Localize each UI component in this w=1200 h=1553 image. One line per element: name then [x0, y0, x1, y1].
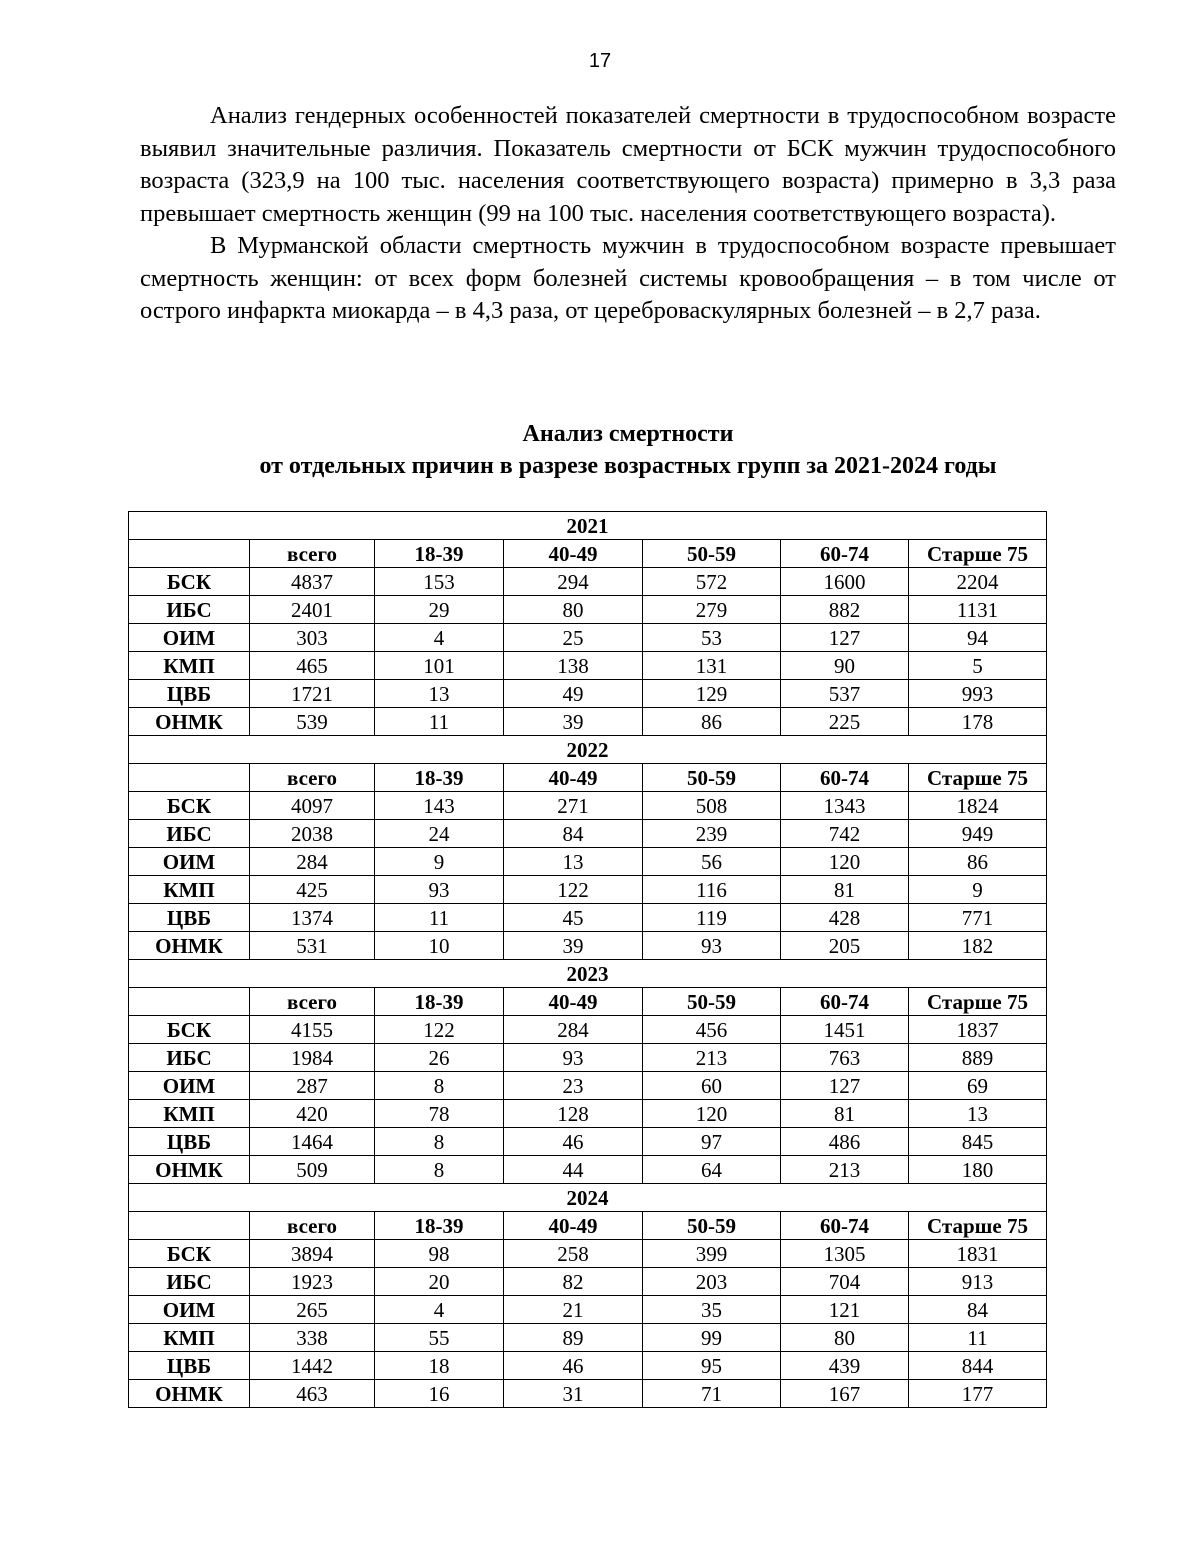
table-cell: 81 — [781, 1100, 909, 1128]
table-row — [129, 1296, 1047, 1324]
column-header: 50-59 — [643, 540, 781, 568]
table-cell: 4155 — [250, 1016, 375, 1044]
table-cell: 101 — [375, 652, 504, 680]
column-header-row — [129, 1212, 1047, 1240]
table-cell: 9 — [909, 876, 1047, 904]
column-header: всего — [250, 1212, 375, 1240]
table-row — [129, 1352, 1047, 1380]
table-cell: 44 — [504, 1156, 643, 1184]
year-row — [129, 960, 1047, 988]
table-cell: 213 — [781, 1156, 909, 1184]
table-cell: 84 — [909, 1296, 1047, 1324]
table-cell: 127 — [781, 1072, 909, 1100]
table-cell: 704 — [781, 1268, 909, 1296]
table-row — [129, 820, 1047, 848]
row-label: ИБС — [129, 1044, 250, 1072]
table-cell: 279 — [643, 596, 781, 624]
table-cell: 53 — [643, 624, 781, 652]
row-label: ОНМК — [129, 932, 250, 960]
column-header: 50-59 — [643, 988, 781, 1016]
table-cell: 2204 — [909, 568, 1047, 596]
table-cell: 116 — [643, 876, 781, 904]
table-cell: 1837 — [909, 1016, 1047, 1044]
table-cell: 287 — [250, 1072, 375, 1100]
column-header: 60-74 — [781, 1212, 909, 1240]
table-cell: 1984 — [250, 1044, 375, 1072]
table-cell: 2038 — [250, 820, 375, 848]
table-cell: 39 — [504, 932, 643, 960]
table-cell: 128 — [504, 1100, 643, 1128]
table-row — [129, 1100, 1047, 1128]
table-cell: 2401 — [250, 596, 375, 624]
column-header: всего — [250, 540, 375, 568]
table-cell: 913 — [909, 1268, 1047, 1296]
column-header: всего — [250, 988, 375, 1016]
table-title-line-1: Анализ смертности — [522, 421, 734, 447]
table-cell: 265 — [250, 1296, 375, 1324]
table-cell: 993 — [909, 680, 1047, 708]
table-cell: 153 — [375, 568, 504, 596]
table-cell: 465 — [250, 652, 375, 680]
table-cell: 45 — [504, 904, 643, 932]
table-cell: 56 — [643, 848, 781, 876]
table-row — [129, 876, 1047, 904]
column-header: 18-39 — [375, 988, 504, 1016]
table-cell: 949 — [909, 820, 1047, 848]
table-cell: 11 — [375, 904, 504, 932]
column-header-row — [129, 988, 1047, 1016]
table-cell: 71 — [643, 1380, 781, 1408]
table-cell: 844 — [909, 1352, 1047, 1380]
table-row — [129, 904, 1047, 932]
table-cell: 167 — [781, 1380, 909, 1408]
column-header: 50-59 — [643, 1212, 781, 1240]
table-cell: 4097 — [250, 792, 375, 820]
column-header — [129, 764, 250, 792]
table-cell: 80 — [504, 596, 643, 624]
row-label: КМП — [129, 1100, 250, 1128]
table-cell: 439 — [781, 1352, 909, 1380]
table-cell: 1374 — [250, 904, 375, 932]
table-cell: 1721 — [250, 680, 375, 708]
column-header-row — [129, 764, 1047, 792]
column-header: 40-49 — [504, 540, 643, 568]
row-label: КМП — [129, 652, 250, 680]
table-cell: 284 — [504, 1016, 643, 1044]
table-cell: 889 — [909, 1044, 1047, 1072]
table-cell: 399 — [643, 1240, 781, 1268]
table-cell: 13 — [504, 848, 643, 876]
table-cell: 4837 — [250, 568, 375, 596]
table-row — [129, 792, 1047, 820]
table-row — [129, 1268, 1047, 1296]
page-number: 17 — [588, 50, 612, 72]
table-cell: 86 — [643, 708, 781, 736]
row-label: ОИМ — [129, 624, 250, 652]
table-cell: 93 — [504, 1044, 643, 1072]
table-cell: 1343 — [781, 792, 909, 820]
table-cell: 16 — [375, 1380, 504, 1408]
table-cell: 129 — [643, 680, 781, 708]
table-row — [129, 680, 1047, 708]
row-label: ИБС — [129, 596, 250, 624]
table-cell: 95 — [643, 1352, 781, 1380]
table-cell: 258 — [504, 1240, 643, 1268]
row-label: БСК — [129, 1016, 250, 1044]
table-row — [129, 708, 1047, 736]
row-label: ИБС — [129, 820, 250, 848]
table-cell: 39 — [504, 708, 643, 736]
table-cell: 78 — [375, 1100, 504, 1128]
table-cell: 509 — [250, 1156, 375, 1184]
table-cell: 303 — [250, 624, 375, 652]
table-cell: 1923 — [250, 1268, 375, 1296]
table-cell: 94 — [909, 624, 1047, 652]
row-label: БСК — [129, 1240, 250, 1268]
table-cell: 294 — [504, 568, 643, 596]
column-header: 40-49 — [504, 988, 643, 1016]
year-heading: 2023 — [129, 960, 1047, 988]
table-cell: 8 — [375, 1156, 504, 1184]
table-cell: 456 — [643, 1016, 781, 1044]
table-row — [129, 932, 1047, 960]
table-cell: 284 — [250, 848, 375, 876]
row-label: ЦВБ — [129, 1128, 250, 1156]
row-label: ЦВБ — [129, 1352, 250, 1380]
table-cell: 143 — [375, 792, 504, 820]
table-cell: 463 — [250, 1380, 375, 1408]
table-cell: 29 — [375, 596, 504, 624]
table-cell: 121 — [781, 1296, 909, 1324]
year-row — [129, 1184, 1047, 1212]
table-cell: 93 — [375, 876, 504, 904]
table-cell: 771 — [909, 904, 1047, 932]
table-cell: 177 — [909, 1380, 1047, 1408]
table-cell: 60 — [643, 1072, 781, 1100]
table-row — [129, 568, 1047, 596]
table-cell: 23 — [504, 1072, 643, 1100]
table-cell: 1131 — [909, 596, 1047, 624]
row-label: ОНМК — [129, 708, 250, 736]
table-cell: 178 — [909, 708, 1047, 736]
table-cell: 46 — [504, 1352, 643, 1380]
table-cell: 3894 — [250, 1240, 375, 1268]
table-cell: 11 — [909, 1324, 1047, 1352]
table-cell: 127 — [781, 624, 909, 652]
year-row — [129, 736, 1047, 764]
table-cell: 86 — [909, 848, 1047, 876]
table-cell: 93 — [643, 932, 781, 960]
table-title — [0, 418, 1200, 482]
table-cell: 180 — [909, 1156, 1047, 1184]
table-cell: 5 — [909, 652, 1047, 680]
table-title-line-2: от отдельных причин в разрезе возрастных групп за 2021-2024 годы — [259, 453, 997, 479]
table-cell: 882 — [781, 596, 909, 624]
table-cell: 35 — [643, 1296, 781, 1324]
table-cell: 203 — [643, 1268, 781, 1296]
row-label: ОИМ — [129, 1296, 250, 1324]
table-row — [129, 1324, 1047, 1352]
table-cell: 98 — [375, 1240, 504, 1268]
table-cell: 13 — [375, 680, 504, 708]
year-heading: 2024 — [129, 1184, 1047, 1212]
column-header: 18-39 — [375, 764, 504, 792]
year-heading: 2021 — [129, 512, 1047, 540]
table-cell: 26 — [375, 1044, 504, 1072]
table-cell: 1305 — [781, 1240, 909, 1268]
table-cell: 24 — [375, 820, 504, 848]
table-cell: 1464 — [250, 1128, 375, 1156]
table-cell: 486 — [781, 1128, 909, 1156]
column-header: 50-59 — [643, 764, 781, 792]
table-cell: 182 — [909, 932, 1047, 960]
row-label: ЦВБ — [129, 680, 250, 708]
table-row — [129, 652, 1047, 680]
column-header: Старше 75 — [909, 988, 1047, 1016]
row-label: ИБС — [129, 1268, 250, 1296]
table-row — [129, 624, 1047, 652]
table-cell: 122 — [375, 1016, 504, 1044]
table-cell: 25 — [504, 624, 643, 652]
table-cell: 89 — [504, 1324, 643, 1352]
table-cell: 97 — [643, 1128, 781, 1156]
table-cell: 572 — [643, 568, 781, 596]
table-row — [129, 1016, 1047, 1044]
column-header: всего — [250, 764, 375, 792]
column-header: 60-74 — [781, 540, 909, 568]
body-text — [140, 100, 1116, 328]
column-header: 18-39 — [375, 1212, 504, 1240]
table-cell: 8 — [375, 1072, 504, 1100]
table-cell: 64 — [643, 1156, 781, 1184]
table-cell: 531 — [250, 932, 375, 960]
table-cell: 11 — [375, 708, 504, 736]
column-header — [129, 540, 250, 568]
column-header: Старше 75 — [909, 540, 1047, 568]
table-cell: 10 — [375, 932, 504, 960]
paragraph-murmansk-region: В Мурманской области смертность мужчин в трудоспособном возрасте превышает смертность женщин: от всех форм болезней системы кровообращения – в том числе от острого инфаркта миокарда – в 4,3 раза, от цереброваскулярных болезней – в 2,7 раза. — [140, 232, 1116, 324]
table-row — [129, 1380, 1047, 1408]
row-label: КМП — [129, 1324, 250, 1352]
table-cell: 420 — [250, 1100, 375, 1128]
paragraph-gender-analysis: Анализ гендерных особенностей показателей смертности в трудоспособном возрасте выявил значительные различия. Показатель смертности от БСК мужчин трудоспособного возраста (323,9 на 100 тыс. населения соответствующего возраста) примерно в 3,3 раза превышает смертность женщин (99 на 100 тыс. населения соответствующего возраста). — [140, 102, 1116, 227]
table-cell: 131 — [643, 652, 781, 680]
table-cell: 537 — [781, 680, 909, 708]
table-cell: 845 — [909, 1128, 1047, 1156]
table-cell: 428 — [781, 904, 909, 932]
table-cell: 119 — [643, 904, 781, 932]
column-header-row — [129, 540, 1047, 568]
table-cell: 80 — [781, 1324, 909, 1352]
table-cell: 338 — [250, 1324, 375, 1352]
table-cell: 90 — [781, 652, 909, 680]
table-cell: 13 — [909, 1100, 1047, 1128]
column-header: 40-49 — [504, 764, 643, 792]
column-header: 40-49 — [504, 1212, 643, 1240]
table-cell: 1831 — [909, 1240, 1047, 1268]
column-header — [129, 1212, 250, 1240]
table-cell: 18 — [375, 1352, 504, 1380]
table-row — [129, 596, 1047, 624]
table-cell: 1600 — [781, 568, 909, 596]
table-cell: 49 — [504, 680, 643, 708]
row-label: КМП — [129, 876, 250, 904]
table-cell: 81 — [781, 876, 909, 904]
row-label: ОНМК — [129, 1380, 250, 1408]
column-header — [129, 988, 250, 1016]
table-cell: 21 — [504, 1296, 643, 1324]
year-row — [129, 512, 1047, 540]
mortality-table — [128, 511, 1047, 1408]
table-row — [129, 1044, 1047, 1072]
table-cell: 55 — [375, 1324, 504, 1352]
table-cell: 425 — [250, 876, 375, 904]
table-cell: 763 — [781, 1044, 909, 1072]
table-cell: 99 — [643, 1324, 781, 1352]
column-header: Старше 75 — [909, 764, 1047, 792]
table-cell: 122 — [504, 876, 643, 904]
table-cell: 84 — [504, 820, 643, 848]
row-label: БСК — [129, 792, 250, 820]
row-label: ОИМ — [129, 848, 250, 876]
table-cell: 46 — [504, 1128, 643, 1156]
table-cell: 205 — [781, 932, 909, 960]
table-row — [129, 1240, 1047, 1268]
table-row — [129, 1072, 1047, 1100]
table-cell: 20 — [375, 1268, 504, 1296]
table-cell: 1442 — [250, 1352, 375, 1380]
table-cell: 225 — [781, 708, 909, 736]
table-cell: 9 — [375, 848, 504, 876]
column-header: 60-74 — [781, 764, 909, 792]
table-row — [129, 848, 1047, 876]
table-cell: 138 — [504, 652, 643, 680]
table-cell: 539 — [250, 708, 375, 736]
column-header: 60-74 — [781, 988, 909, 1016]
year-heading: 2022 — [129, 736, 1047, 764]
table-row — [129, 1156, 1047, 1184]
row-label: ОНМК — [129, 1156, 250, 1184]
row-label: БСК — [129, 568, 250, 596]
table-cell: 271 — [504, 792, 643, 820]
table-cell: 82 — [504, 1268, 643, 1296]
table-cell: 120 — [781, 848, 909, 876]
column-header: 18-39 — [375, 540, 504, 568]
table-cell: 213 — [643, 1044, 781, 1072]
table-cell: 239 — [643, 820, 781, 848]
table-cell: 69 — [909, 1072, 1047, 1100]
table-row — [129, 1128, 1047, 1156]
table-cell: 4 — [375, 624, 504, 652]
row-label: ОИМ — [129, 1072, 250, 1100]
table-cell: 508 — [643, 792, 781, 820]
table-cell: 31 — [504, 1380, 643, 1408]
table-cell: 742 — [781, 820, 909, 848]
table-cell: 8 — [375, 1128, 504, 1156]
table-cell: 120 — [643, 1100, 781, 1128]
row-label: ЦВБ — [129, 904, 250, 932]
column-header: Старше 75 — [909, 1212, 1047, 1240]
table-cell: 1824 — [909, 792, 1047, 820]
table-cell: 1451 — [781, 1016, 909, 1044]
table-cell: 4 — [375, 1296, 504, 1324]
